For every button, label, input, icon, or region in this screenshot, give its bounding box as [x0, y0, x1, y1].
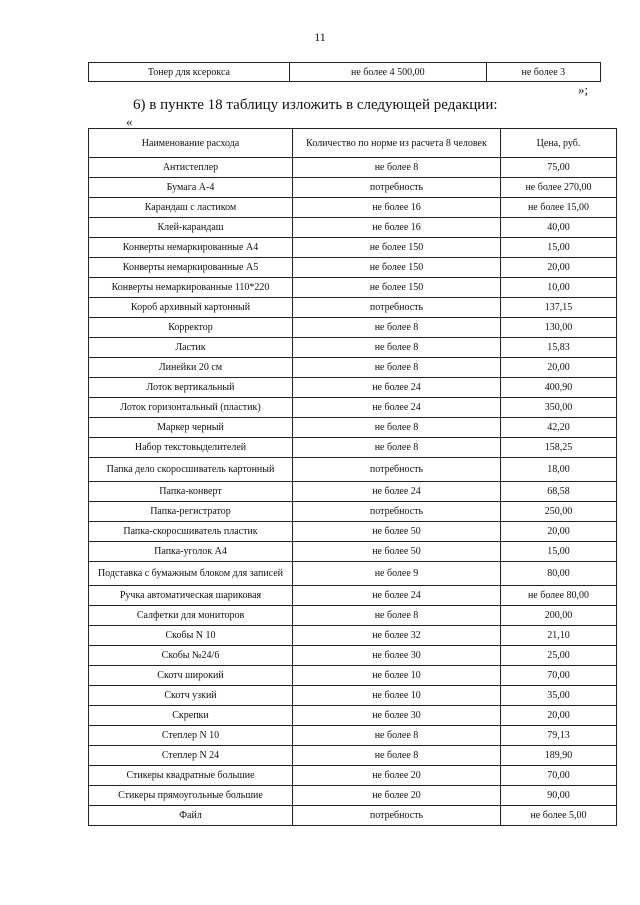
cell-price: 130,00	[501, 318, 617, 338]
cell-qty: не более 10	[293, 666, 501, 686]
cell-name: Скрепки	[89, 706, 293, 726]
table-row	[89, 646, 617, 666]
header-name: Наименование расхода	[89, 129, 293, 158]
header-row	[89, 129, 617, 158]
cell-price: 68,58	[501, 482, 617, 502]
page-number: 11	[314, 30, 326, 44]
cell-name: Короб архивный картонный	[89, 298, 293, 318]
cell-qty: не более 32	[293, 626, 501, 646]
cell-price: 35,00	[501, 686, 617, 706]
cell-name: Линейки 20 см	[89, 358, 293, 378]
table-row	[89, 726, 617, 746]
cell-qty: не более 24	[293, 378, 501, 398]
table-row	[89, 398, 617, 418]
cell-name: Скотч узкий	[89, 686, 293, 706]
table-row	[89, 458, 617, 482]
cell-price: 42,20	[501, 418, 617, 438]
table-row	[89, 418, 617, 438]
cell-qty: не более 8	[293, 746, 501, 766]
cell-price: 400,90	[501, 378, 617, 398]
cell-name: Папка дело скоросшиватель картонный	[89, 458, 293, 482]
table-row	[89, 522, 617, 542]
cell-qty: потребность	[293, 298, 501, 318]
table-row	[89, 706, 617, 726]
cell-name: Тонер для ксерокса	[89, 63, 290, 82]
table-row	[89, 158, 617, 178]
cell-name: Папка-уголок А4	[89, 542, 293, 562]
cell-name: Скобы №24/6	[89, 646, 293, 666]
cell-name: Лоток горизонтальный (пластик)	[89, 398, 293, 418]
cell-qty: не более 4 500,00	[289, 63, 486, 82]
cell-price: 15,00	[501, 542, 617, 562]
cell-name: Клей-карандаш	[89, 218, 293, 238]
cell-price: 90,00	[501, 786, 617, 806]
cell-price: 10,00	[501, 278, 617, 298]
cell-qty: потребность	[293, 178, 501, 198]
cell-name: Файл	[89, 806, 293, 826]
table-row	[89, 586, 617, 606]
table-row	[89, 746, 617, 766]
table-row	[89, 238, 617, 258]
table-row	[89, 198, 617, 218]
cell-name: Стикеры квадратные большие	[89, 766, 293, 786]
cell-qty: потребность	[293, 806, 501, 826]
cell-qty: не более 24	[293, 482, 501, 502]
table-row	[89, 806, 617, 826]
table-row	[89, 542, 617, 562]
cell-name: Ручка автоматическая шариковая	[89, 586, 293, 606]
cell-price: 18,00	[501, 458, 617, 482]
cell-qty: не более 50	[293, 542, 501, 562]
cell-qty: не более 8	[293, 158, 501, 178]
cell-name: Папка-конверт	[89, 482, 293, 502]
cell-price: 200,00	[501, 606, 617, 626]
cell-price: 350,00	[501, 398, 617, 418]
cell-price: 20,00	[501, 258, 617, 278]
cell-price: не более 80,00	[501, 586, 617, 606]
cell-qty: не более 8	[293, 358, 501, 378]
table-row	[89, 482, 617, 502]
cell-qty: не более 20	[293, 786, 501, 806]
cell-name: Скотч широкий	[89, 666, 293, 686]
cell-name: Ластик	[89, 338, 293, 358]
cell-qty: не более 24	[293, 586, 501, 606]
cell-name: Папка-регистратор	[89, 502, 293, 522]
cell-qty: не более 30	[293, 706, 501, 726]
cell-qty: не более 50	[293, 522, 501, 542]
cell-price: 15,00	[501, 238, 617, 258]
cell-price: 25,00	[501, 646, 617, 666]
cell-price: 75,00	[501, 158, 617, 178]
cell-price: 79,13	[501, 726, 617, 746]
table-row	[89, 278, 617, 298]
table-row	[89, 298, 617, 318]
cell-name: Антистеплер	[89, 158, 293, 178]
cell-price: 189,90	[501, 746, 617, 766]
table-row	[89, 562, 617, 586]
cell-name: Степлер N 10	[89, 726, 293, 746]
cell-qty: не более 10	[293, 686, 501, 706]
cell-qty: не более 8	[293, 438, 501, 458]
table-row	[89, 786, 617, 806]
cell-qty: не более 150	[293, 238, 501, 258]
cell-price: не более 5,00	[501, 806, 617, 826]
cell-qty: не более 20	[293, 766, 501, 786]
cell-qty: не более 8	[293, 338, 501, 358]
cell-qty: не более 9	[293, 562, 501, 586]
table-row	[89, 766, 617, 786]
table-row	[89, 686, 617, 706]
cell-qty: не более 8	[293, 726, 501, 746]
cell-qty: не более 16	[293, 198, 501, 218]
cell-price: не более 3	[486, 63, 600, 82]
cell-name: Конверты немаркированные 110*220	[89, 278, 293, 298]
table-row	[89, 258, 617, 278]
table-row	[89, 358, 617, 378]
cell-name: Конверты немаркированные А5	[89, 258, 293, 278]
cell-price: не более 270,00	[501, 178, 617, 198]
cell-name: Набор текстовыделителей	[89, 438, 293, 458]
table-row	[89, 63, 601, 82]
cell-name: Салфетки для мониторов	[89, 606, 293, 626]
cell-price: 15,83	[501, 338, 617, 358]
cell-name: Стикеры прямоугольные большие	[89, 786, 293, 806]
table-row	[89, 178, 617, 198]
cell-qty: потребность	[293, 458, 501, 482]
table-row	[89, 438, 617, 458]
cell-qty: не более 150	[293, 278, 501, 298]
cell-price: 21,10	[501, 626, 617, 646]
cell-price: 40,00	[501, 218, 617, 238]
cell-name: Подставка с бумажным блоком для записей	[89, 562, 293, 586]
cell-qty: не более 150	[293, 258, 501, 278]
cell-price: 250,00	[501, 502, 617, 522]
table-row	[89, 318, 617, 338]
cell-price: 20,00	[501, 706, 617, 726]
table-row	[89, 606, 617, 626]
opening-quote: «	[126, 114, 133, 129]
cell-price: 158,25	[501, 438, 617, 458]
cell-name: Скобы N 10	[89, 626, 293, 646]
previous-table-fragment	[88, 62, 601, 82]
table-row	[89, 378, 617, 398]
cell-price: 80,00	[501, 562, 617, 586]
cell-price: 20,00	[501, 522, 617, 542]
cell-name: Папка-скоросшиватель пластик	[89, 522, 293, 542]
cell-name: Лоток вертикальный	[89, 378, 293, 398]
header-price: Цена, руб.	[501, 129, 617, 158]
cell-qty: потребность	[293, 502, 501, 522]
cell-name: Корректор	[89, 318, 293, 338]
instruction-text: 6) в пункте 18 таблицу изложить в следующей редакции:	[133, 97, 498, 113]
cell-price: 137,15	[501, 298, 617, 318]
header-qty: Количество по норме из расчета 8 человек	[293, 129, 501, 158]
cell-qty: не более 8	[293, 418, 501, 438]
expense-table	[88, 128, 617, 826]
cell-name: Бумага А-4	[89, 178, 293, 198]
cell-name: Карандаш с ластиком	[89, 198, 293, 218]
table-row	[89, 218, 617, 238]
cell-price: 20,00	[501, 358, 617, 378]
cell-name: Маркер черный	[89, 418, 293, 438]
cell-name: Степлер N 24	[89, 746, 293, 766]
table-row	[89, 626, 617, 646]
closing-quote: »;	[578, 82, 589, 97]
cell-qty: не более 8	[293, 606, 501, 626]
cell-price: 70,00	[501, 766, 617, 786]
cell-qty: не более 16	[293, 218, 501, 238]
table-row	[89, 338, 617, 358]
table-row	[89, 502, 617, 522]
cell-price: не более 15,00	[501, 198, 617, 218]
cell-price: 70,00	[501, 666, 617, 686]
cell-qty: не более 24	[293, 398, 501, 418]
cell-qty: не более 30	[293, 646, 501, 666]
cell-name: Конверты немаркированные А4	[89, 238, 293, 258]
cell-qty: не более 8	[293, 318, 501, 338]
table-row	[89, 666, 617, 686]
